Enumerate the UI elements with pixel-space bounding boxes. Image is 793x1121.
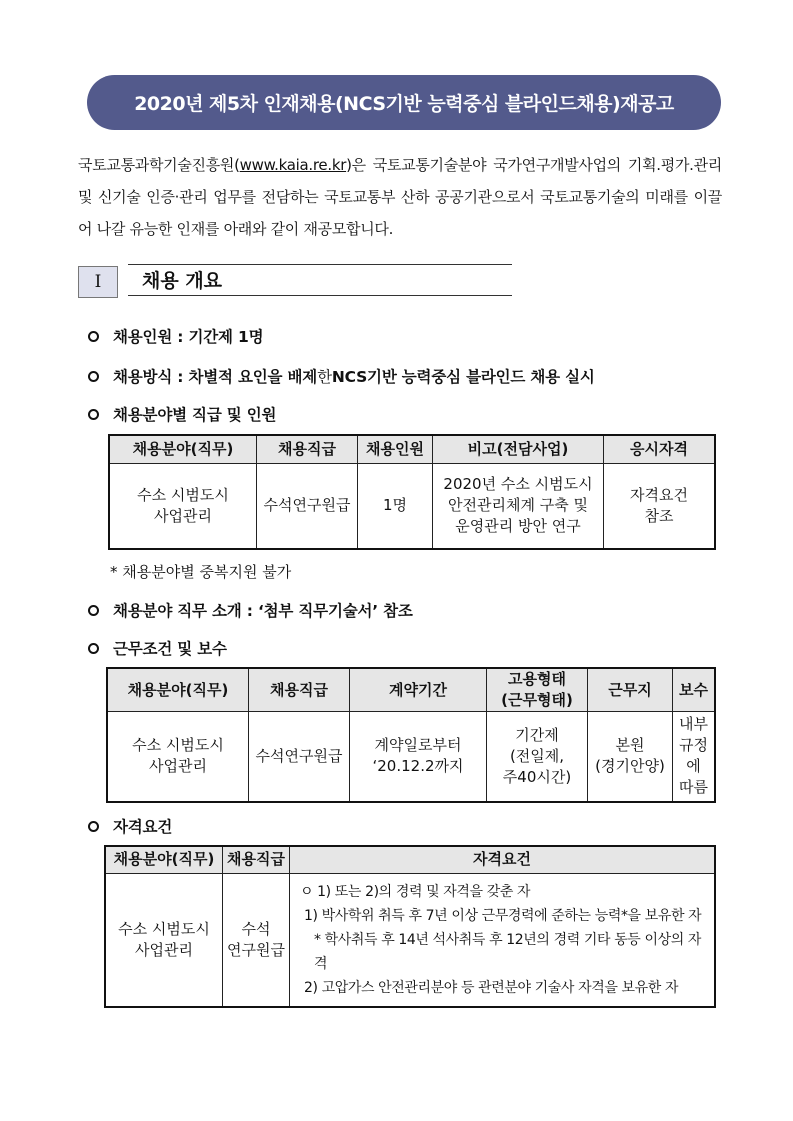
cell-requirements xyxy=(290,873,716,1007)
table-row xyxy=(107,712,715,802)
bullet-text: 채용인원 : 기간제 1명 xyxy=(113,328,264,346)
bullet-text-bold: 채용방식 : 차별적 요인을 배제 xyxy=(113,368,318,386)
col-header: 고용형태 (근무형태) xyxy=(487,668,588,712)
table-header-row xyxy=(107,668,715,712)
positions-table xyxy=(108,434,716,550)
bullet-icon xyxy=(88,371,99,382)
col-header: 비고(전담사업) xyxy=(433,435,604,463)
cell-grade: 수석연구원급 xyxy=(257,463,358,549)
table-header-row xyxy=(109,435,715,463)
cell-field: 수소 시범도시 사업관리 xyxy=(107,712,249,802)
table-row xyxy=(109,463,715,549)
cell-remarks: 2020년 수소 시범도시 안전관리체계 구축 및 운영관리 방안 연구 xyxy=(433,463,604,549)
bullet-icon xyxy=(88,821,99,832)
website-link[interactable]: www.kaia.re.kr xyxy=(239,156,347,174)
col-header: 계약기간 xyxy=(350,668,487,712)
cell-field: 수소 시범도시 사업관리 xyxy=(105,873,223,1007)
page-banner xyxy=(87,75,721,130)
bullet-text: 채용분야별 직급 및 인원 xyxy=(113,406,277,424)
bullet-icon xyxy=(88,643,99,654)
intro-paragraph xyxy=(78,149,722,245)
cell-salary: 내부 규정에 따름 xyxy=(673,712,716,802)
intro-org: 국토교통과학기술진흥원( xyxy=(78,156,240,174)
requirement-line: * 학사취득 후 14년 석사취득 후 12년의 경력 기타 동등 이상의 자격 xyxy=(314,931,702,972)
bullet-method xyxy=(88,365,595,387)
table-header-row xyxy=(105,846,715,873)
bullet-positions xyxy=(88,403,276,425)
cell-workplace: 본원 (경기안양) xyxy=(588,712,673,802)
table-row xyxy=(105,873,715,1007)
bullet-text-normal: 한 xyxy=(317,368,332,386)
col-header: 채용분야(직무) xyxy=(107,668,249,712)
bullet-text-bold: NCS기반 능력중심 블라인드 채용 실시 xyxy=(331,368,595,386)
cell-contract-period: 계약일로부터 ‘20.12.2까지 xyxy=(350,712,487,802)
conditions-table xyxy=(106,667,716,803)
cell-field: 수소 시범도시 사업관리 xyxy=(109,463,257,549)
bullet-text: 근무조건 및 보수 xyxy=(113,640,227,658)
bullet-qualifications xyxy=(88,815,172,837)
bullet-icon xyxy=(88,409,99,420)
col-header: 채용직급 xyxy=(257,435,358,463)
bullet-text: 채용분야 직무 소개 : ‘첨부 직무기술서’ 참조 xyxy=(113,602,413,620)
cell-grade: 수석 연구원급 xyxy=(223,873,290,1007)
col-header: 채용직급 xyxy=(223,846,290,873)
cell-eligibility: 자격요건 참조 xyxy=(604,463,716,549)
bullet-job-intro xyxy=(88,599,413,621)
intro-rest: )은 국토교통기술분야 국가연구개발사업의 기획.평가.관리 및 신기술 인증·관리 업무를 전담하는 국토교통부 산하 공공기관으로서 국토교통기술의 미래를 이끌어 나갈 유능한 인재를 아래와 같이 재공모합니다. xyxy=(78,156,722,238)
section-number: I xyxy=(78,266,118,298)
col-header: 채용인원 xyxy=(358,435,433,463)
requirement-line: ㅇ 1) 또는 2)의 경력 및 자격을 갖춘 자 xyxy=(300,883,531,900)
col-header: 채용직급 xyxy=(249,668,350,712)
bullet-headcount xyxy=(88,325,263,347)
cell-count: 1명 xyxy=(358,463,433,549)
section-title: 채용 개요 xyxy=(128,264,512,296)
bullet-text: 자격요건 xyxy=(113,818,173,836)
requirement-line: 2) 고압가스 안전관리분야 등 관련분야 기술사 자격을 보유한 자 xyxy=(304,979,679,996)
bullet-icon xyxy=(88,605,99,616)
cell-employment-type: 기간제 (전일제, 주40시간) xyxy=(487,712,588,802)
duplicate-note: * 채용분야별 중복지원 불가 xyxy=(110,563,292,581)
banner-title: 2020년 제5차 인재채용(NCS기반 능력중심 블라인드채용)재공고 xyxy=(134,93,674,115)
cell-grade: 수석연구원급 xyxy=(249,712,350,802)
col-header: 보수 xyxy=(673,668,716,712)
qualifications-table xyxy=(104,845,716,1008)
col-header: 근무지 xyxy=(588,668,673,712)
col-header: 응시자격 xyxy=(604,435,716,463)
bullet-conditions xyxy=(88,637,227,659)
bullet-icon xyxy=(88,331,99,342)
col-header: 채용분야(직무) xyxy=(105,846,223,873)
section-header xyxy=(78,264,514,298)
requirement-line: 1) 박사학위 취득 후 7년 이상 근무경력에 준하는 능력*을 보유한 자 xyxy=(304,907,702,924)
col-header: 채용분야(직무) xyxy=(109,435,257,463)
col-header: 자격요건 xyxy=(290,846,716,873)
